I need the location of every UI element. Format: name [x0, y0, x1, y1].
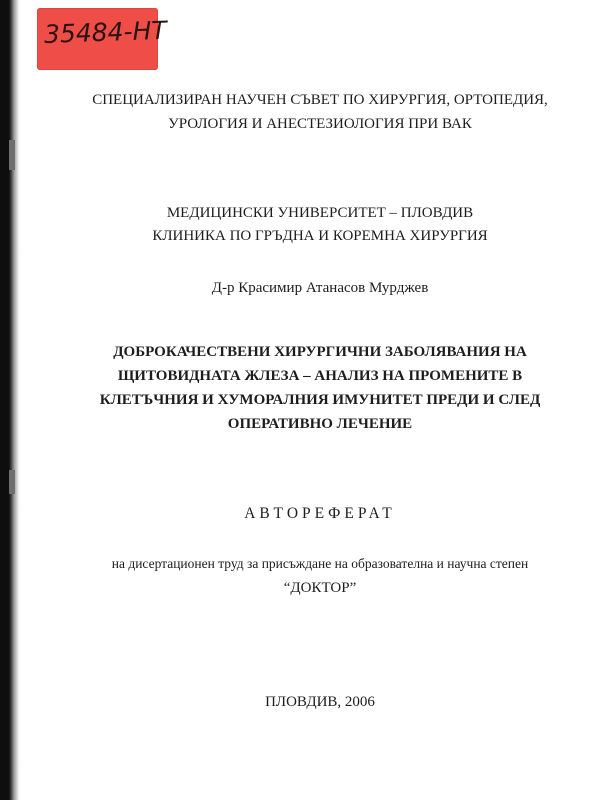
purpose-line: на дисертационен труд за присъждане на образователна и научна степен — [111, 556, 529, 571]
university-name: МЕДИЦИНСКИ УНИВЕРСИТЕТ – ПЛОВДИВ — [166, 205, 474, 221]
thesis-title-line-2: ЩИТОВИДНАТА ЖЛЕЗА – АНАЛИЗ НА ПРОМЕНИТЕ В — [117, 368, 523, 384]
scan-left-edge — [0, 0, 20, 800]
council-line-1: СПЕЦИАЛИЗИРАН НАУЧЕН СЪВЕТ ПО ХИРУРГИЯ, ОРТОПЕДИЯ, — [92, 92, 548, 108]
council-line-2: УРОЛОГИЯ И АНЕСТЕЗИОЛОГИЯ ПРИ ВАК — [168, 116, 472, 132]
thesis-title-line-3: КЛЕТЪЧНИЯ И ХУМОРАЛНИЯ ИМУНИТЕТ ПРЕДИ И СЛЕД — [99, 392, 541, 408]
inventory-number: 35484-НТ — [43, 15, 168, 49]
edge-mark — [9, 470, 15, 494]
author-name: Д-р Красимир Атанасов Мурджев — [211, 280, 429, 296]
document-type: АВТОРЕФЕРАТ — [244, 505, 396, 522]
degree-name: “ДОКТОР” — [283, 580, 357, 596]
thesis-title-line-1: ДОБРОКАЧЕСТВЕНИ ХИРУРГИЧНИ ЗАБОЛЯВАНИЯ НА — [113, 344, 527, 360]
thesis-title-line-4: ОПЕРАТИВНО ЛЕЧЕНИЕ — [227, 416, 413, 432]
clinic-name: КЛИНИКА ПО ГРЪДНА И КОРЕМНА ХИРУРГИЯ — [152, 228, 488, 244]
edge-mark — [9, 140, 15, 170]
place-and-year: ПЛОВДИВ, 2006 — [265, 694, 375, 710]
